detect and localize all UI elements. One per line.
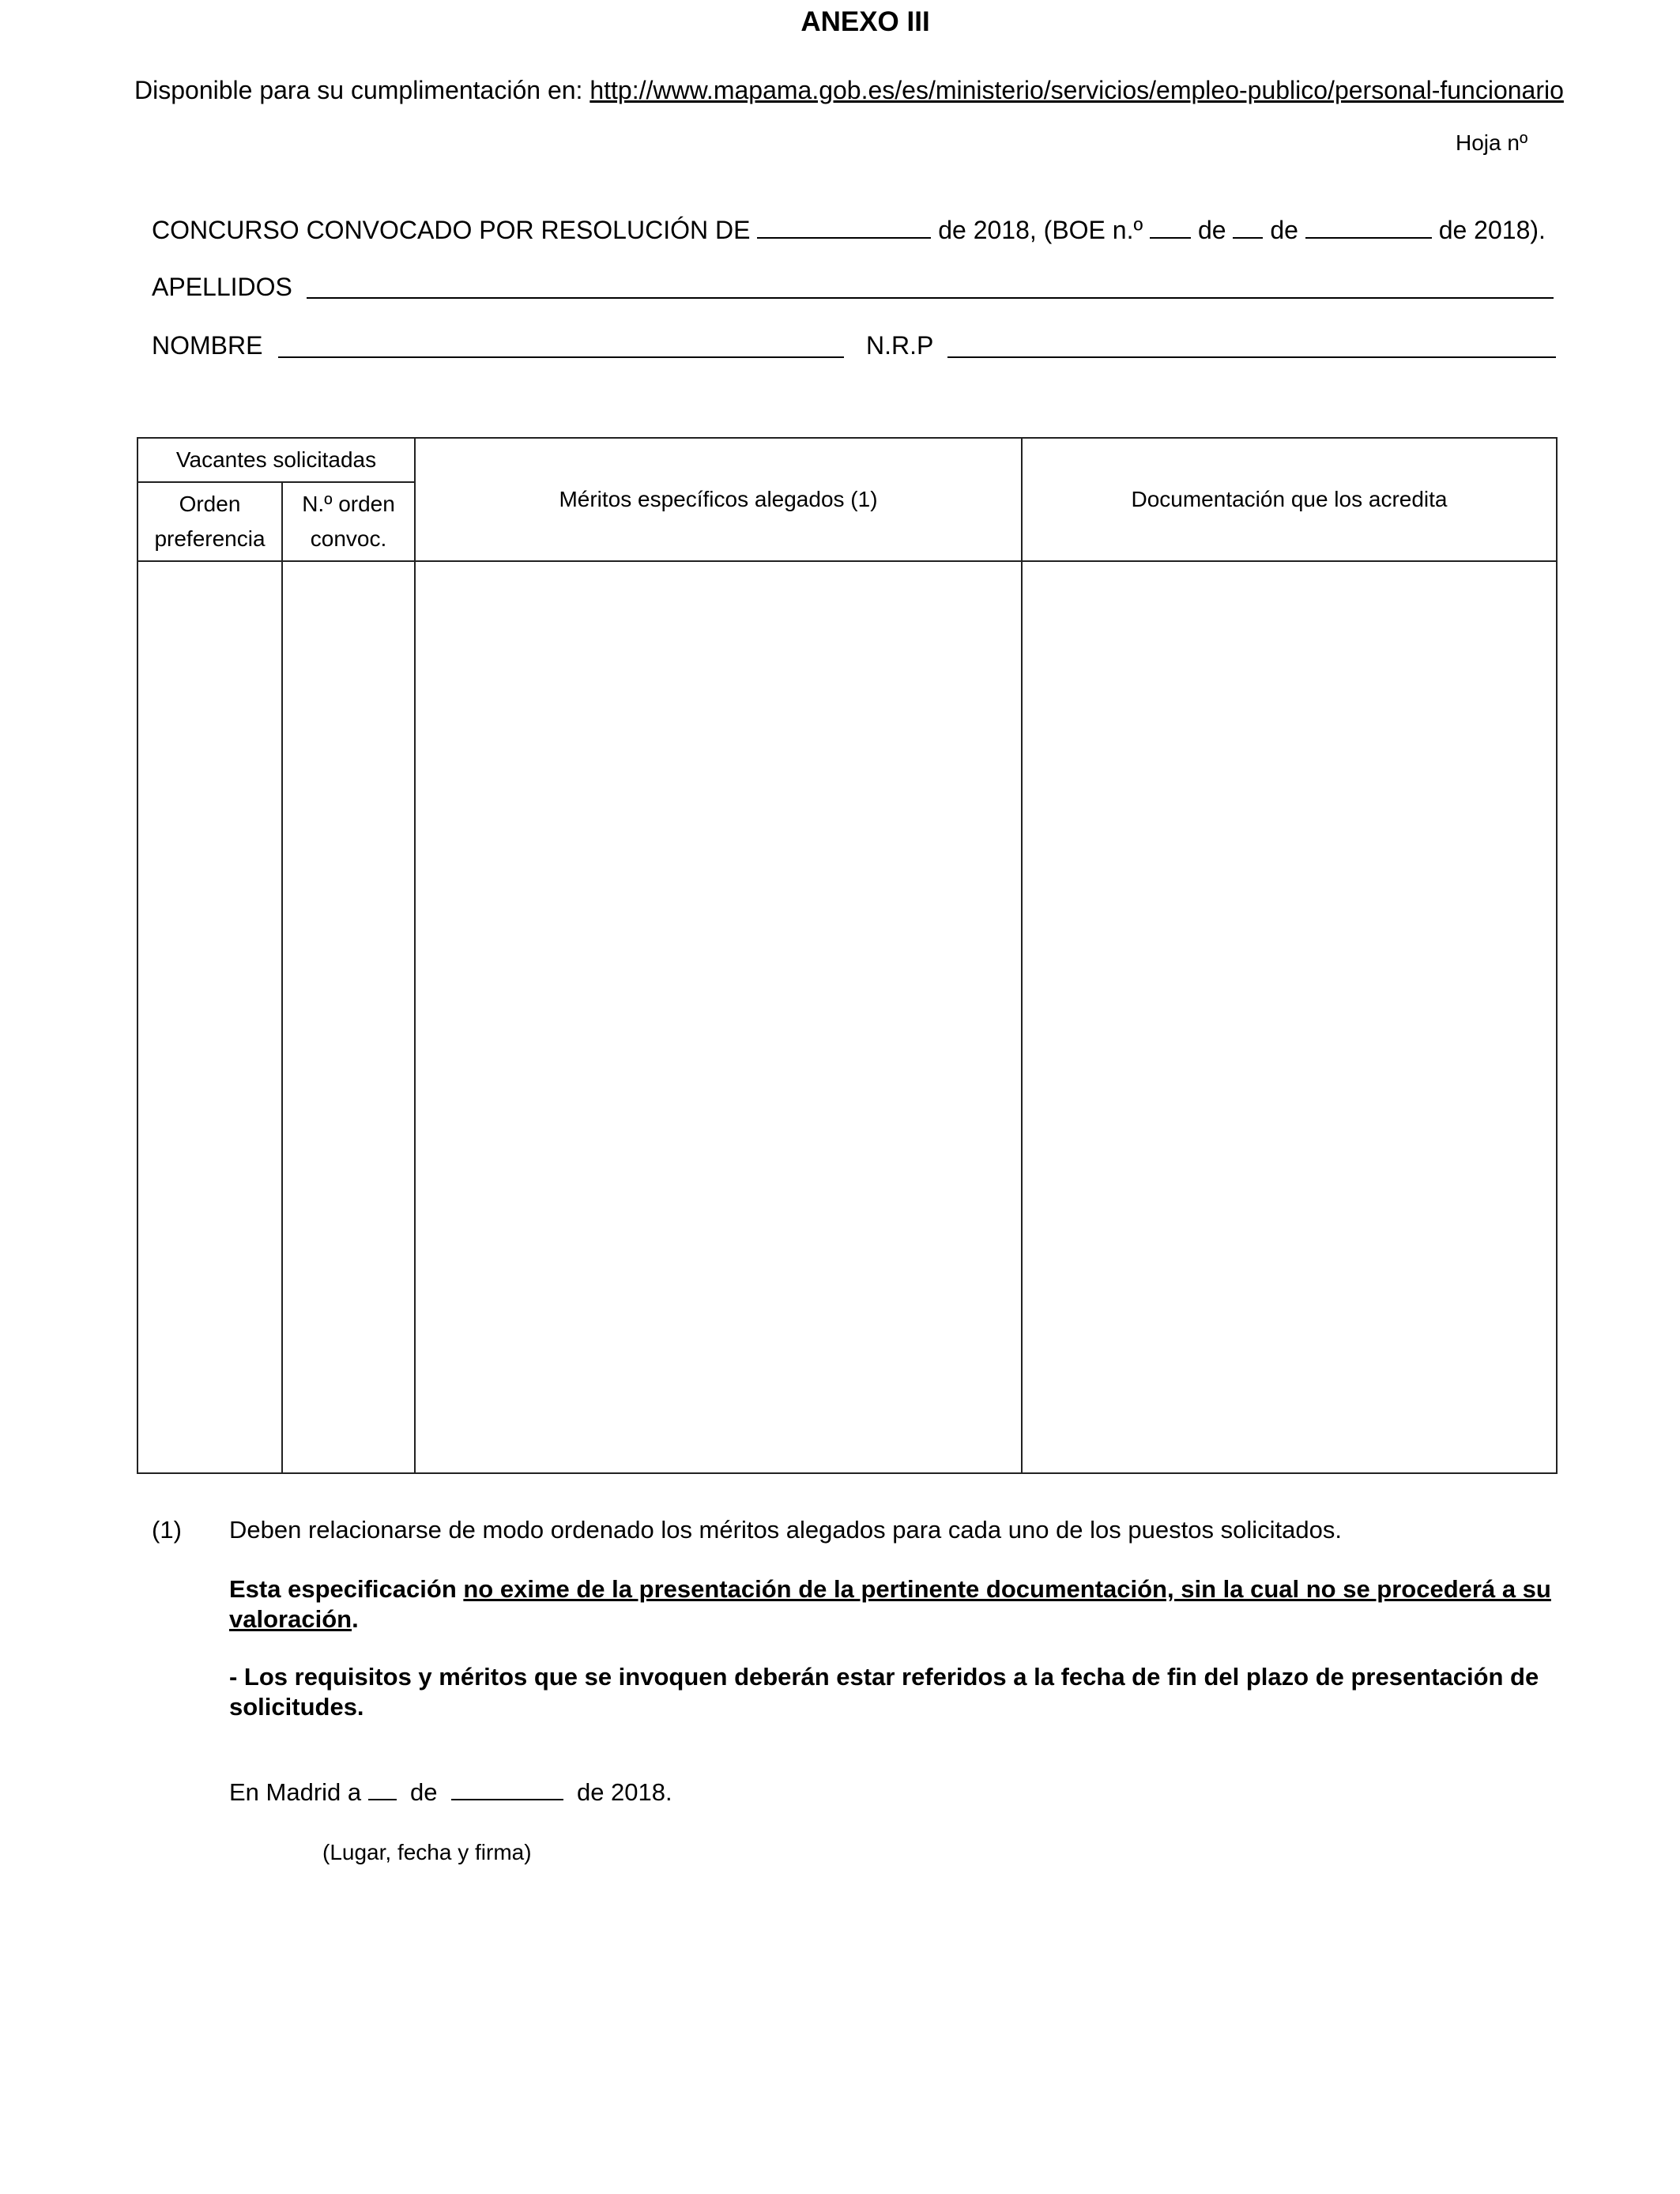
vacantes-header: Vacantes solicitadas [137,438,415,482]
concurso-suffix: de 2018). [1438,216,1546,244]
orden-header-line1: Orden [179,492,241,516]
norden-convoc-cell[interactable] [282,561,415,1473]
orden-preferencia-header [137,482,282,561]
page-title: ANEXO III [800,6,930,37]
concurso-line [152,213,1546,245]
concurso-prefix: CONCURSO CONVOCADO POR RESOLUCIÓN DE [152,216,751,244]
documentacion-header: Documentación que los acredita [1022,438,1557,561]
availability-label: Disponible para su cumplimentación en: [134,76,583,104]
apellidos-row [152,273,292,302]
meritos-header: Méritos específicos alegados (1) [415,438,1022,561]
meritos-cell[interactable] [415,561,1022,1473]
apellidos-label: APELLIDOS [152,273,292,301]
nombre-field[interactable] [278,356,844,358]
orden-preferencia-cell[interactable] [137,561,282,1473]
signature-line [229,1778,672,1807]
concurso-de1: de 2018, (BOE n.º [938,216,1143,244]
note-bold1-end: . [352,1605,359,1633]
boe-number-field[interactable] [1150,213,1191,239]
resolution-date-field[interactable] [757,213,931,239]
documentacion-cell[interactable] [1022,561,1557,1473]
note-bold1-plain: Esta especificación [229,1575,457,1603]
nrp-label: N.R.P [866,331,934,360]
boe-month-field[interactable] [1305,213,1432,239]
norden-header-line1: N.º orden [302,492,395,516]
orden-header-line2: preferencia [154,526,266,551]
note-number: (1) [152,1516,182,1544]
note-bold-paragraph-2: - Los requisitos y méritos que se invoquen deberán estar referidos a la fecha de fin del plazo de presentación de solicitudes. [229,1663,1539,1721]
availability-line [134,76,1564,105]
merits-table [137,437,1558,1474]
signature-day-field[interactable] [368,1778,397,1800]
apellidos-field[interactable] [307,297,1554,299]
madrid-de1: de [410,1778,438,1806]
madrid-suffix: de 2018. [576,1778,672,1806]
note-line1: Deben relacionarse de modo ordenado los méritos alegados para cada uno de los puestos solicitados. [229,1516,1342,1544]
norden-convoc-header [282,482,415,561]
norden-header-line2: convoc. [310,526,387,551]
nombre-label: NOMBRE [152,331,263,360]
note-bold1-underlined: no exime de la presentación de la pertinente documentación, sin la cual no se procederá a su valoración [229,1575,1551,1633]
signature-month-field[interactable] [451,1778,563,1800]
boe-day-field[interactable] [1233,213,1263,239]
note-bold-paragraph-1 [229,1574,1557,1634]
signature-caption: (Lugar, fecha y firma) [322,1840,532,1864]
concurso-de3: de [1270,216,1298,244]
nrp-field[interactable] [947,356,1556,358]
madrid-prefix: En Madrid a [229,1778,362,1806]
availability-link[interactable]: http://www.mapama.gob.es/es/ministerio/servicios/empleo-publico/personal-funcionario [590,76,1564,104]
concurso-de2: de [1197,216,1226,244]
sheet-number-label: Hoja nº [1456,130,1528,155]
